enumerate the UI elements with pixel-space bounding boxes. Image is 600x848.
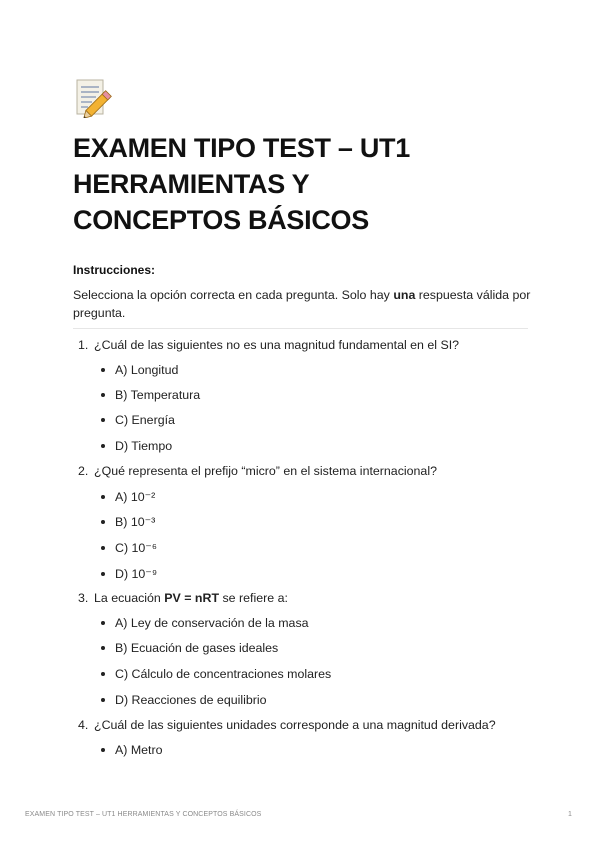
option-label: A) Longitud xyxy=(115,363,179,377)
question-text: ¿Cuál de las siguientes no es una magnitud fundamental en el SI? xyxy=(94,338,460,352)
option-3a xyxy=(101,616,309,630)
instructions-heading: Instrucciones: xyxy=(73,263,156,277)
question-text-after: se refiere a: xyxy=(219,591,288,605)
option-1a xyxy=(101,363,178,377)
bullet-icon xyxy=(101,572,105,576)
question-number: 3. xyxy=(78,591,89,605)
bullet-icon xyxy=(101,748,105,752)
question-number: 2. xyxy=(78,464,89,478)
bullet-icon xyxy=(101,646,105,650)
instructions-text-before: Selecciona la opción correcta en cada pregunta. Solo hay xyxy=(73,288,394,302)
option-label: D) Tiempo xyxy=(115,439,173,453)
question-text: ¿Cuál de las siguientes unidades corresponde a una magnitud derivada? xyxy=(94,718,496,732)
instructions-text-bold: una xyxy=(393,288,416,302)
title-line-1: EXAMEN TIPO TEST – UT1 xyxy=(73,133,410,163)
question-1 xyxy=(78,338,459,352)
option-4a xyxy=(101,743,163,757)
question-text: ¿Qué representa el prefijo “micro” en el sistema internacional? xyxy=(94,464,437,478)
instructions-text-after: respuesta válida por pregunta. xyxy=(73,288,531,320)
question-number: 1. xyxy=(78,338,89,352)
option-3c xyxy=(101,667,331,681)
option-label: D) Reacciones de equilibrio xyxy=(115,693,267,707)
bullet-icon xyxy=(101,698,105,702)
option-label: D) 10⁻⁹ xyxy=(115,567,158,581)
option-2b xyxy=(101,514,155,529)
option-1c xyxy=(101,413,175,427)
option-2a xyxy=(101,489,155,504)
footer-title: EXAMEN TIPO TEST – UT1 HERRAMIENTAS Y CONCEPTOS BÁSICOS xyxy=(25,811,262,818)
option-label: C) Energía xyxy=(115,413,175,427)
bullet-icon xyxy=(101,495,105,499)
title-line-3: CONCEPTOS BÁSICOS xyxy=(73,205,369,235)
footer-page-number: 1 xyxy=(568,811,572,818)
bullet-icon xyxy=(101,444,105,448)
option-label: A) Ley de conservación de la masa xyxy=(115,616,309,630)
bullet-icon xyxy=(101,418,105,422)
option-label: B) 10⁻³ xyxy=(115,515,156,529)
question-2 xyxy=(78,464,437,478)
option-label: A) Metro xyxy=(115,743,163,757)
option-label: C) Cálculo de concentraciones molares xyxy=(115,667,332,681)
option-2c xyxy=(101,540,157,555)
bullet-icon xyxy=(101,393,105,397)
bullet-icon xyxy=(101,520,105,524)
option-3d xyxy=(101,693,267,707)
bullet-icon xyxy=(101,672,105,676)
bullet-icon xyxy=(101,546,105,550)
option-3b xyxy=(101,641,278,655)
bullet-icon xyxy=(101,621,105,625)
question-number: 4. xyxy=(78,718,89,732)
option-label: A) 10⁻² xyxy=(115,490,156,504)
question-formula: PV = nRT xyxy=(164,591,220,605)
question-3 xyxy=(78,591,288,605)
option-label: C) 10⁻⁶ xyxy=(115,541,157,555)
option-label: B) Temperatura xyxy=(115,388,201,402)
title-line-2: HERRAMIENTAS Y xyxy=(73,169,310,199)
option-1b xyxy=(101,388,200,402)
option-label: B) Ecuación de gases ideales xyxy=(115,641,279,655)
option-2d xyxy=(101,566,157,581)
option-1d xyxy=(101,439,172,453)
question-4 xyxy=(78,718,496,732)
bullet-icon xyxy=(101,368,105,372)
question-text-before: La ecuación xyxy=(94,591,165,605)
